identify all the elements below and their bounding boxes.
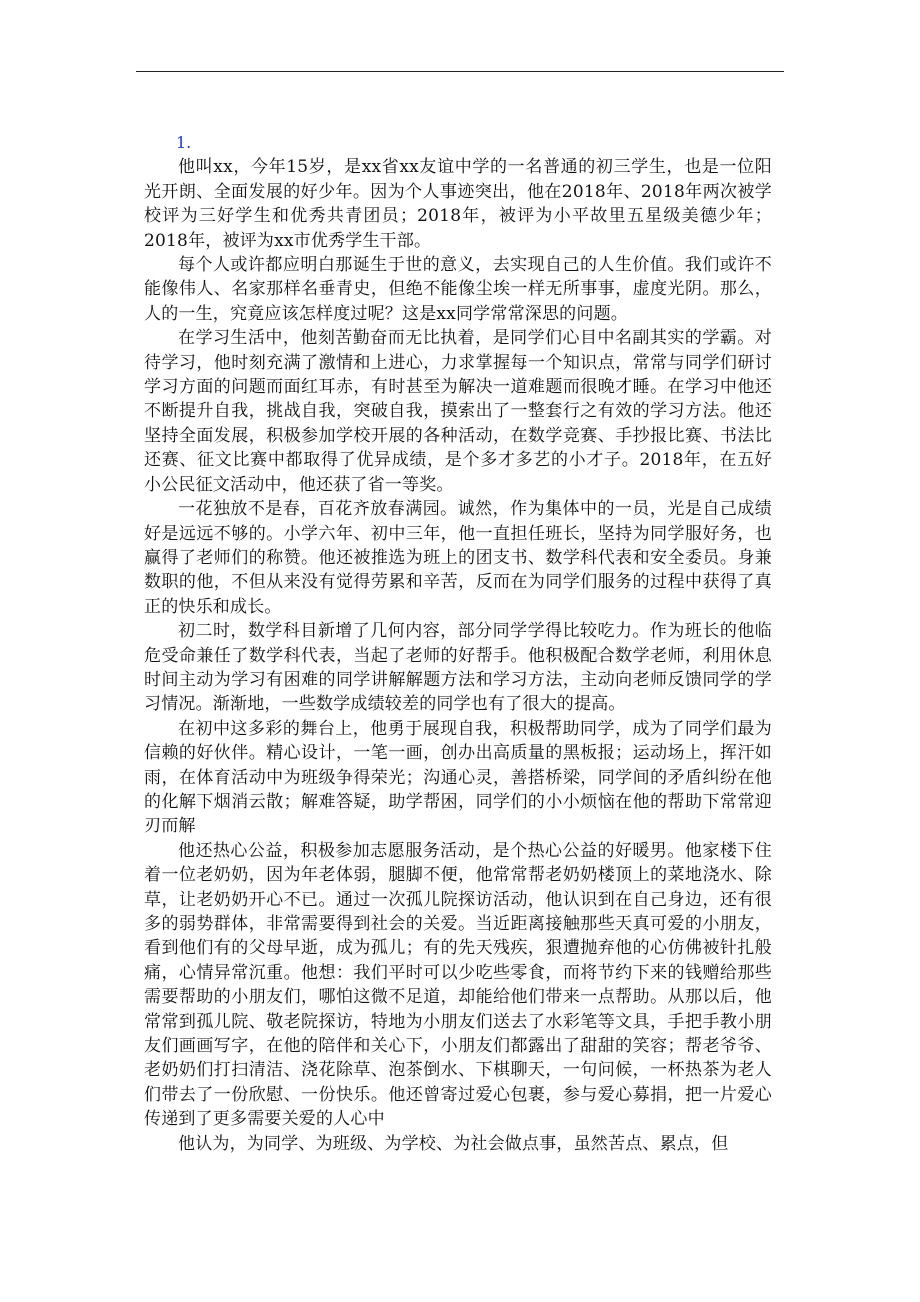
paragraph-1: 他叫xx，今年15岁，是xx省xx友谊中学的一名普通的初三学生，也是一位阳光开朗、全面发展的好少年。因为个人事迹突出，他在2018年、2018年两次被学校评为三好学生和优秀共青团员；2018年，被评为小平故里五星级美德少年；2018年，被评为xx市优秀学生干部。 [144,157,772,251]
item-number: 1. [176,133,192,152]
paragraph-6: 在初中这多彩的舞台上，他勇于展现自我，积极帮助同学，成为了同学们最为信赖的好伙伴。精心设计，一笔一画，创办出高质量的黑板报；运动场上，挥汗如雨，在体育活动中为班级争得荣光；沟通心灵，善搭桥梁，同学间的矛盾纠纷在他的化解下烟消云散；解难答疑，助学帮困，同学们的小小烦恼在他的帮助下常常迎刃而解 [144,718,772,837]
header-rule [136,71,784,72]
paragraph-2: 每个人或许都应明白那诞生于世的意义，去实现自己的人生价值。我们或许不能像伟人、名家那样名垂青史，但绝不能像尘埃一样无所事事，虚度光阴。那么，人的一生，究竟应该怎样度过呢？这是xx同学常常深思的问题。 [144,255,772,324]
paragraph-3: 在学习生活中，他刻苦勤奋而无比执着，是同学们心目中名副其实的学霸。对待学习，他时刻充满了激情和上进心，力求掌握每一个知识点，常常与同学们研讨学习方面的问题而面红耳赤，有时甚至为解决一道难题而很晚才睡。在学习中他还不断提升自我，挑战自我，突破自我，摸索出了一整套行之有效的学习方法。他还坚持全面发展，积极参加学校开展的各种活动，在数学竞赛、手抄报比赛、书法比还赛、征文比赛中都取得了优异成绩，是个多才多艺的小才子。2018年，在五好小公民征文活动中，他还获了省一等奖。 [144,328,772,495]
paragraph-7: 他还热心公益，积极参加志愿服务活动，是个热心公益的好暖男。他家楼下住着一位老奶奶，因为年老体弱，腿脚不便，他常常帮老奶奶楼顶上的菜地浇水、除草，让老奶奶开心不已。通过一次孤儿院探访活动，他认识到在自己身边，还有很多的弱势群体，非常需要得到社会的关爱。当近距离接触那些天真可爱的小朋友，看到他们有的父母早逝，成为孤儿；有的先天残疾，狠遭抛弃他的心仿佛被针扎般痛，心情异常沉重。他想：我们平时可以少吃些零食，而将节约下来的钱赠给那些需要帮助的小朋友们，哪怕这微不足道，却能给他们带来一点帮助。从那以后，他常常到孤儿院、敬老院探访，特地为小朋友们送去了水彩笔等文具，手把手教小朋友们画画写字，在他的陪伴和关心下，小朋友们都露出了甜甜的笑容；帮老爷爷、老奶奶们打扫清洁、浇花除草、泡茶倒水、下棋聊天，一句问候，一杯热茶为老人们带去了一份欣慰、一份快乐。他还曾寄过爱心包裹，参与爱心募捐，把一片爱心传递到了更多需要关爱的人心中 [144,840,772,1130]
paragraph-5: 初二时，数学科目新增了几何内容，部分同学学得比较吃力。作为班长的他临危受命兼任了数学科代表，当起了老师的好帮手。他积极配合数学老师，利用休息时间主动为学习有困难的同学讲解解题方法和学习方法，主动向老师反馈同学的学习情况。渐渐地，一些数学成绩较差的同学也有了很大的提高。 [144,621,772,715]
paragraph-8: 他认为，为同学、为班级、为学校、为社会做点事，虽然苦点、累点，但 [178,1133,729,1154]
paragraph-4: 一花独放不是春，百花齐放春满园。诚然，作为集体中的一员，光是自己成绩好是远远不够的。小学六年、初中三年，他一直担任班长，坚持为同学服好务，也赢得了老师们的称赞。他还被推选为班上的团支书、数学科代表和安全委员。身兼数职的他，不但从来没有觉得劳累和辛苦，反而在为同学们服务的过程中获得了真正的快乐和成长。 [144,499,772,617]
document-body [144,131,772,1156]
